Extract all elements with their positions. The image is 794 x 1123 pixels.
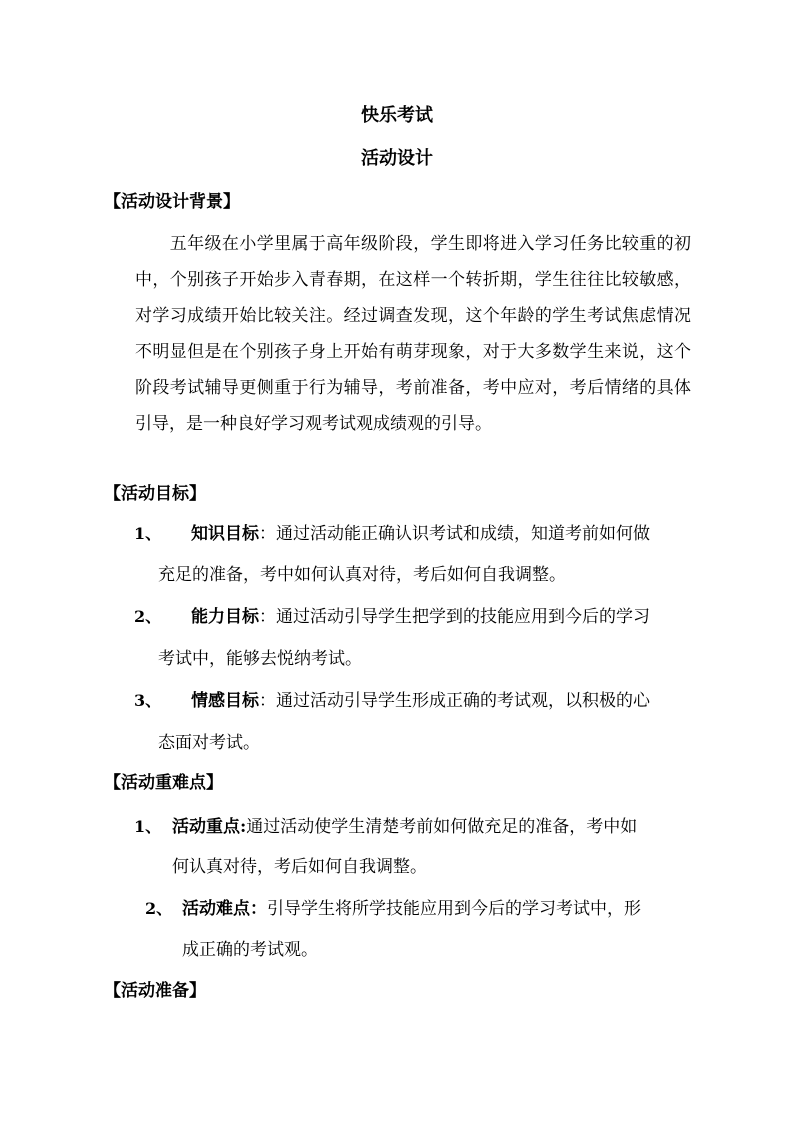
section-heading-goals: 【活动目标】	[104, 484, 206, 504]
keypoint-label: 活动重点:	[172, 817, 247, 837]
keypoint-text: 通过活动使学生清楚考前如何做充足的准备，考中如	[246, 817, 638, 837]
document-title: 快乐考试	[361, 105, 433, 126]
section-heading-background: 【活动设计背景】	[104, 192, 240, 212]
goal-line	[191, 605, 650, 629]
background-paragraph: 五年级在小学里属于高年级阶段，学生即将进入学习任务比较重的初中，个别孩子开始步入青春期，在这样一个转折期，学生往往比较敏感，对学习成绩开始比较关注。经过调查发现，这个年龄的学生考试焦虑情况不明显但是在个别孩子身上开始有萌芽现象，对于大多数学生来说，这个阶段考试辅导更侧重于行为辅导，考前准备，考中应对，考后情绪的具体引导，是一种良好学习观考试观成绩观的引导。	[135, 234, 691, 434]
section-heading-keypoints: 【活动重难点】	[104, 773, 223, 793]
goal-line	[191, 522, 650, 546]
keypoint-text: 引导学生将所学技能应用到今后的学习考试中，形	[267, 899, 641, 919]
keypoint-number: 1、	[134, 817, 162, 836]
goal-text: ：通过活动引导学生形成正确的考试观，以积极的心	[259, 691, 650, 711]
keypoint-continuation: 成正确的考试观。	[182, 940, 318, 960]
goal-label: 情感目标	[191, 691, 259, 711]
keypoint-continuation: 何认真对待，考后如何自我调整。	[172, 857, 427, 877]
section-heading-prep: 【活动准备】	[104, 981, 206, 1001]
goal-continuation: 充足的准备，考中如何认真对待，考后如何自我调整。	[158, 565, 566, 585]
goal-label: 能力目标	[191, 607, 259, 627]
goal-text: ：通过活动能正确认识考试和成绩，知道考前如何做	[259, 524, 650, 544]
goal-text: ：通过活动引导学生把学到的技能应用到今后的学习	[259, 607, 650, 627]
goal-label: 知识目标	[191, 524, 259, 544]
goal-number: 1、	[134, 524, 162, 543]
keypoint-label: 活动难点：	[182, 899, 267, 919]
document-subtitle: 活动设计	[361, 148, 433, 169]
goal-number: 3、	[134, 691, 162, 710]
keypoint-line	[182, 897, 641, 921]
goal-continuation: 考试中，能够去悦纳考试。	[158, 649, 362, 669]
keypoint-number: 2、	[145, 899, 173, 918]
goal-continuation: 态面对考试。	[158, 733, 260, 753]
keypoint-line	[172, 815, 637, 839]
goal-line	[191, 689, 650, 713]
goal-number: 2、	[134, 607, 162, 626]
